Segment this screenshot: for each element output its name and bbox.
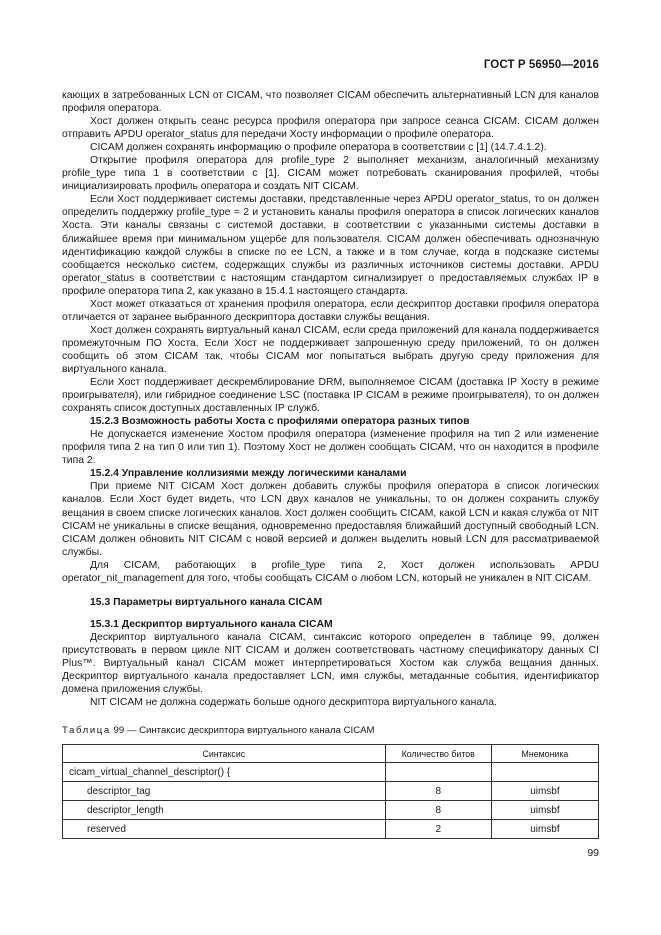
header-mnemonic: Мнемоника bbox=[491, 745, 598, 763]
section-heading: 15.2.3 Возможность работы Хоста с профилями оператора разных типов bbox=[90, 416, 470, 428]
header-bits: Количество битов bbox=[385, 745, 491, 763]
paragraph: Хост должен сохранять виртуальный канал CICAM, если среда приложений для канала поддерживается промежуточным ПО Хоста. Если Хост не поддерживает запрошенную среду приложений, то он должен сообщить об этом CICAM так, чтобы CICAM мог попытаться выбрать другую среду приложения для виртуального канала. bbox=[62, 324, 599, 375]
syntax-table bbox=[62, 744, 599, 839]
table-row bbox=[63, 763, 599, 782]
table-row bbox=[63, 801, 599, 820]
section-heading: 15.3.1 Дескриптор виртуального канала CICAM bbox=[90, 618, 333, 630]
cell-mnemonic: uimsbf bbox=[491, 782, 598, 801]
cell-syntax: descriptor_length bbox=[63, 801, 386, 820]
table-header-row bbox=[63, 745, 599, 763]
table-caption-label: Таблица bbox=[62, 725, 111, 736]
cell-syntax: reserved bbox=[63, 820, 386, 839]
header-syntax: Синтаксис bbox=[63, 745, 386, 763]
cell-bits: 8 bbox=[385, 782, 491, 801]
paragraph: Дескриптор виртуального канала CICAM, синтаксис которого определен в таблице 99, должен присутствовать в первом цикле NIT CICAM и должен соответствовать частному спецификатору данных CI Plus™. Виртуальный канал CICAM может интерпретироваться Хостом как служба вещания данных. Дескриптор виртуального канала предоставляет LCN, имя службы, метаданные события, идентификатор домена приложения службы. bbox=[62, 631, 599, 696]
section-heading: 15.2.4 Управление коллизиями между логическими каналами bbox=[90, 468, 407, 480]
standard-header: ГОСТ Р 56950—2016 bbox=[483, 59, 599, 71]
paragraph: Открытие профиля оператора для profile_type 2 выполняет механизм, аналогичный механизму profile_type типа 1 в соответствии с [1]. CICAM может потребовать сканирования профилей, чтобы инициализировать профиль оператора и создать NIT CICAM. bbox=[62, 155, 599, 193]
cell-syntax: descriptor_tag bbox=[63, 782, 386, 801]
paragraph: Хост должен открыть сеанс ресурса профиля оператора при запросе сеанса CICAM. CICAM должен отправить APDU operator_status для передачи Хосту информации о профиле оператора. bbox=[62, 116, 599, 141]
paragraph: кающих в затребованных LCN от CICAM, что позволяет CICAM обеспечить альтернативный LCN для каналов профиля оператора. bbox=[62, 90, 599, 115]
cell-mnemonic: uimsbf bbox=[491, 820, 598, 839]
cell-syntax: cicam_virtual_channel_descriptor() { bbox=[63, 763, 386, 782]
page-number: 99 bbox=[587, 847, 599, 859]
cell-bits bbox=[385, 763, 491, 782]
table-row bbox=[63, 782, 599, 801]
body-text bbox=[62, 89, 599, 709]
cell-mnemonic bbox=[491, 763, 598, 782]
paragraph: CICAM должен сохранять информацию о профиле оператора в соответствии с [1] (14.7.4.1.2). bbox=[90, 142, 547, 154]
paragraph: Хост может отказаться от хранения профиля оператора, если дескриптор доставки профиля оператора отличается от заранее выбранного дескриптора доставки службы вещания. bbox=[62, 298, 599, 323]
cell-mnemonic: uimsbf bbox=[491, 801, 598, 820]
paragraph: Для CICAM, работающих в profile_type типа 2, Хост должен использовать APDU operator_nit_management для того, чтобы сообщать CICAM о любом LCN, который не уникален в NIT CICAM. bbox=[62, 559, 599, 584]
paragraph: NIT CICAM не должна содержать больше одного дескриптора виртуального канала. bbox=[90, 697, 497, 709]
table-caption bbox=[62, 725, 375, 737]
table-caption-title: 99 — Синтаксис дескриптора виртуального канала CICAM bbox=[110, 725, 375, 736]
paragraph: Не допускается изменение Хостом профиля оператора (изменение профиля на тип 2 или изменение профиля типа 2 на тип 0 или тип 1). Поэтому Хост не должен сообщать CICAM, что он находится в профиле типа 2. bbox=[62, 429, 599, 467]
paragraph: Если Хост поддерживает дескремблирование DRM, выполняемое CICAM (доставка IP Хосту в режиме проигрывателя), или гибридное соединение LSC (поставка IP CICAM в режиме проигрывателя), то он должен сохранять список доступных доставленных IP служб. bbox=[62, 377, 599, 415]
paragraph: Если Хост поддерживает системы доставки, представленные через APDU operator_status, то он должен определить поддержку profile_type = 2 и установить каналы профиля оператора в список логических каналов Хоста. Эти каналы связаны с системой доставки, в соответствии с указанными системы доставки в ближайшее время при минимальном ущербе для пользователя. CICAM должен обеспечивать однозначную идентификацию каждой службы в списке по ее LCN, а также и в том случае, когда в подсказке системы сообщается несколько систем, содержащих службы из различных источников системы доставки. APDU operator_status в соответствии с настоящим стандартом сигнализирует о предоставляемых службах IP в профиле оператора типа 2, как указано в 15.4.1 настоящего стандарта. bbox=[62, 194, 599, 297]
table-row bbox=[63, 820, 599, 839]
table-body bbox=[63, 763, 599, 839]
paragraph: При приеме NIT CICAM Хост должен добавить службы профиля оператора в список логических каналов. Если Хост будет видеть, что LCN двух каналов не уникальны, то он должен сохранить службу вещания в своем списке логических каналов. Хост должен сообщить CICAM, какой LCN и какая служба от NIT CICAM не уникальны в списке вещания, одновременно предоставляя ближайший доступный свободный LCN. CICAM должен обновить NIT CICAM с новой версией и должен выделить новый LCN для рассматриваемой службы. bbox=[62, 481, 599, 558]
cell-bits: 2 bbox=[385, 820, 491, 839]
section-heading: 15.3 Параметры виртуального канала CICAM bbox=[90, 596, 323, 608]
cell-bits: 8 bbox=[385, 801, 491, 820]
